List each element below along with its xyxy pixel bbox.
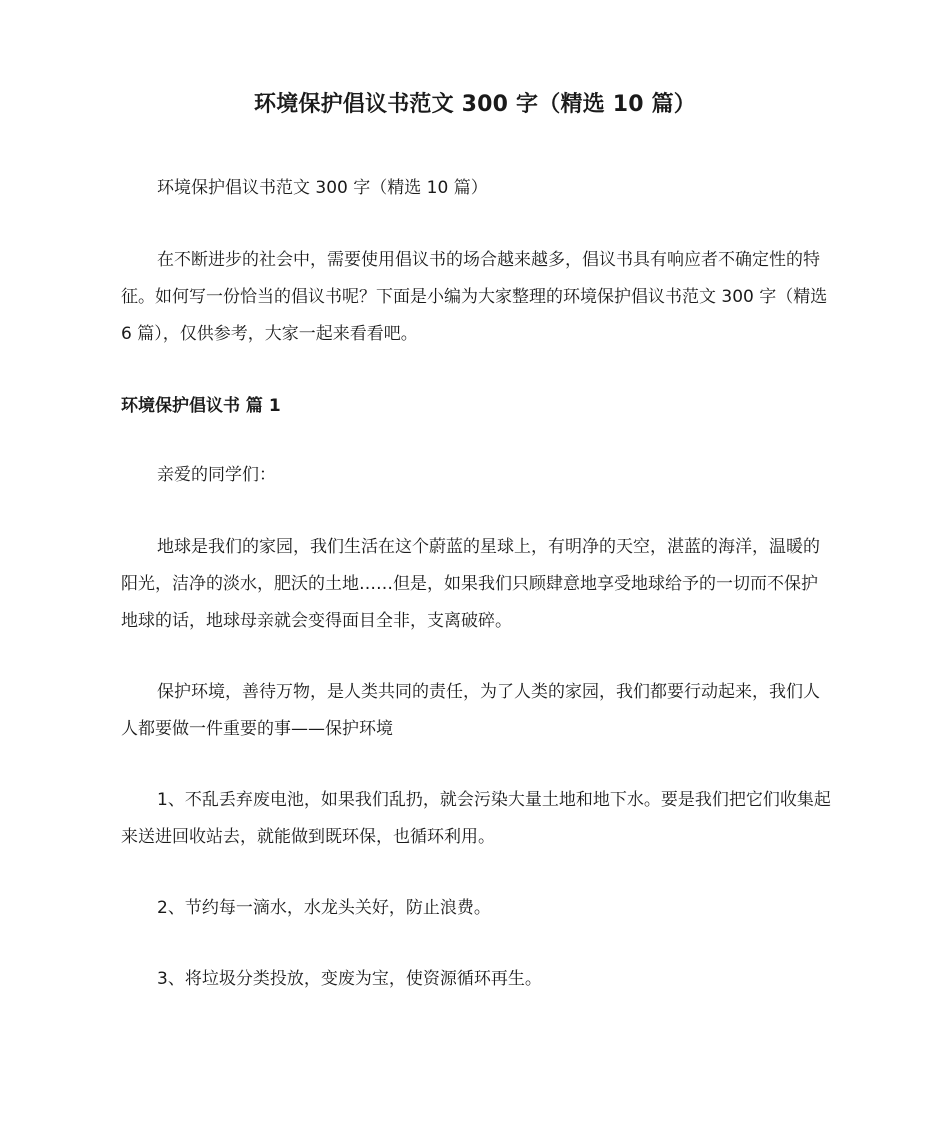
body-paragraph-2: 保护环境，善待万物，是人类共同的责任，为了人类的家园，我们都要行动起来，我们人人都要做一件重要的事——保护环境: [121, 682, 820, 739]
section-heading: 环境保护倡议书 篇 1: [121, 396, 281, 416]
document-title: 环境保护倡议书范文 300 字（精选 10 篇）: [254, 92, 696, 117]
list-item-3: 3、将垃圾分类投放，变废为宝，使资源循环再生。: [157, 969, 542, 989]
greeting-text: 亲爱的同学们：: [157, 465, 276, 485]
document-subtitle: 环境保护倡议书范文 300 字（精选 10 篇）: [157, 178, 488, 198]
body-paragraph-1: 地球是我们的家园，我们生活在这个蔚蓝的星球上，有明净的天空，湛蓝的海洋，温暖的阳光，洁净的淡水，肥沃的土地……但是，如果我们只顾肆意地享受地球给予的一切而不保护地球的话，地球母亲就会变得面目全非，支离破碎。: [121, 537, 820, 631]
intro-paragraph: 在不断进步的社会中，需要使用倡议书的场合越来越多，倡议书具有响应者不确定性的特征。如何写一份恰当的倡议书呢？下面是小编为大家整理的环境保护倡议书范文 300 字（精选 6 篇），仅供参考，大家一起来看看吧。: [121, 250, 828, 344]
list-item-1: 1、不乱丢弃废电池，如果我们乱扔，就会污染大量土地和地下水。要是我们把它们收集起来送进回收站去，就能做到既环保，也循环利用。: [121, 790, 831, 847]
list-item-2: 2、节约每一滴水，水龙头关好，防止浪费。: [157, 898, 491, 918]
